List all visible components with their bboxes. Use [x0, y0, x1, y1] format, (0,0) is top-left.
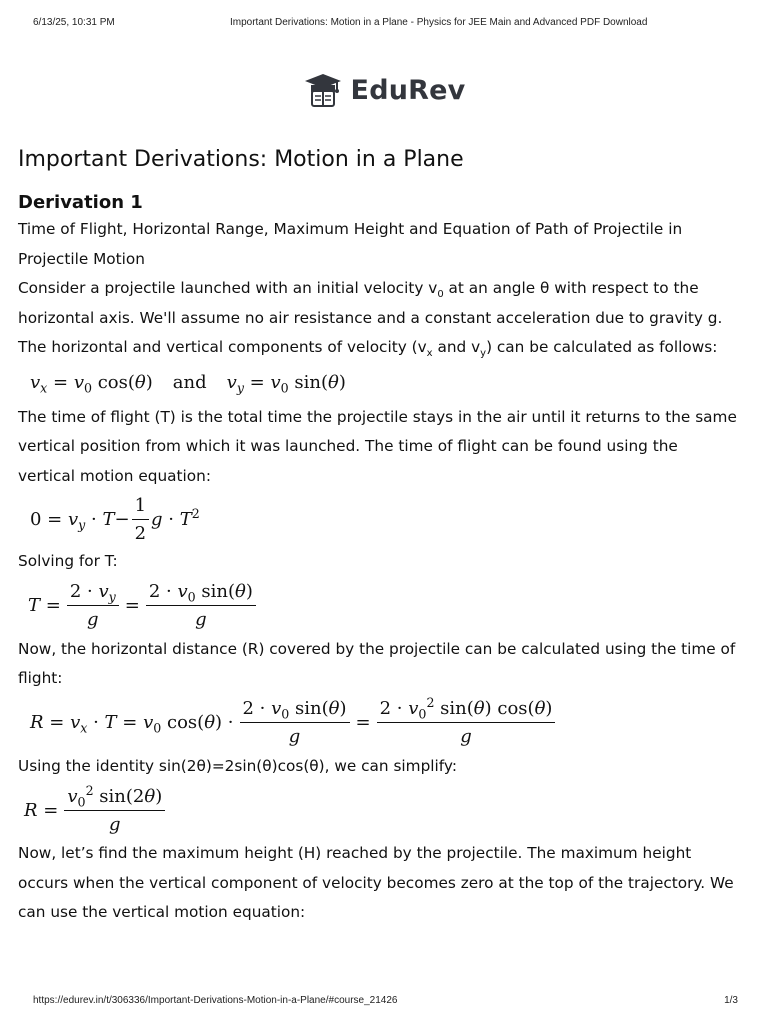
- equation-velocity-components: $v_x = v_0$ cos(θ) and $v_y = v_0$ sin(θ): [30, 372, 346, 396]
- paragraph-solving-t: Solving for T:: [18, 552, 118, 570]
- print-date: 6/13/25, 10:31 PM: [33, 17, 115, 28]
- paragraph-max-height: Now, let’s find the maximum height (H) reached by the projectile. The maximum height occurs when the vertical component of velocity becomes zero at the top of the trajectory. We can use the vertical motion equation:: [18, 844, 734, 921]
- print-page-title: Important Derivations: Motion in a Plane - Physics for JEE Main and Advanced PDF Download: [230, 17, 648, 28]
- graduation-cap-book-icon: [303, 72, 343, 108]
- equation-range: $R = v_x \cdot T = v_0$ cos(θ) · $\frac{2 \cdot v_0 \sin(\theta)}{g}$ = $\frac{2 \cdot v_0^2 \sin(\theta) \cos(\theta)}{g}$: [18, 694, 738, 752]
- paragraph-intro: Time of Flight, Horizontal Range, Maximum Height and Equation of Path of Projectile in Projectile Motion: [18, 220, 683, 268]
- print-url[interactable]: https://edurev.in/t/306336/Important-Derivations-Motion-in-a-Plane/#course_21426: [33, 995, 398, 1006]
- section-title: Derivation 1: [18, 192, 143, 213]
- paragraph-velocity-components: Consider a projectile launched with an initial velocity $v_0$ at an angle θ with respect to the horizontal axis. We'll assume no air resistance and a constant acceleration due to gravity g. The horizontal and vertical components of velocity ($v_x$ and $v_y$) can be calculated as follows:: [18, 279, 723, 360]
- logo-text: EduRev: [350, 74, 466, 106]
- paragraph-identity: Using the identity sin(2θ)=2sin(θ)cos(θ), we can simplify:: [18, 756, 458, 775]
- edurev-logo[interactable]: [0, 72, 768, 108]
- page-title: Important Derivations: Motion in a Plane: [18, 147, 464, 172]
- paragraph-horizontal-range: Now, the horizontal distance (R) covered by the projectile can be calculated using the time of flight:: [18, 639, 736, 687]
- equation-range-simplified: R = $\frac{v_0^2 \sin(2\theta)}{g}$: [18, 781, 738, 839]
- equation-time-of-flight: T = $\frac{2 \cdot v_y}{g}$ = $\frac{2 \cdot v_0 \sin(\theta)}{g}$: [18, 577, 738, 635]
- page-number: 1/3: [724, 995, 738, 1006]
- paragraph-time-of-flight: The time of flight (T) is the total time the projectile stays in the air until it returns to the same vertical position from which it was launched. The time of flight can be found using the vertical motion equation:: [18, 407, 737, 485]
- equation-vertical-motion: $0 = v_y \cdot T-$ $\frac{1}{2}$ $g \cdot T^2$: [30, 494, 200, 544]
- article-content: [18, 140, 738, 928]
